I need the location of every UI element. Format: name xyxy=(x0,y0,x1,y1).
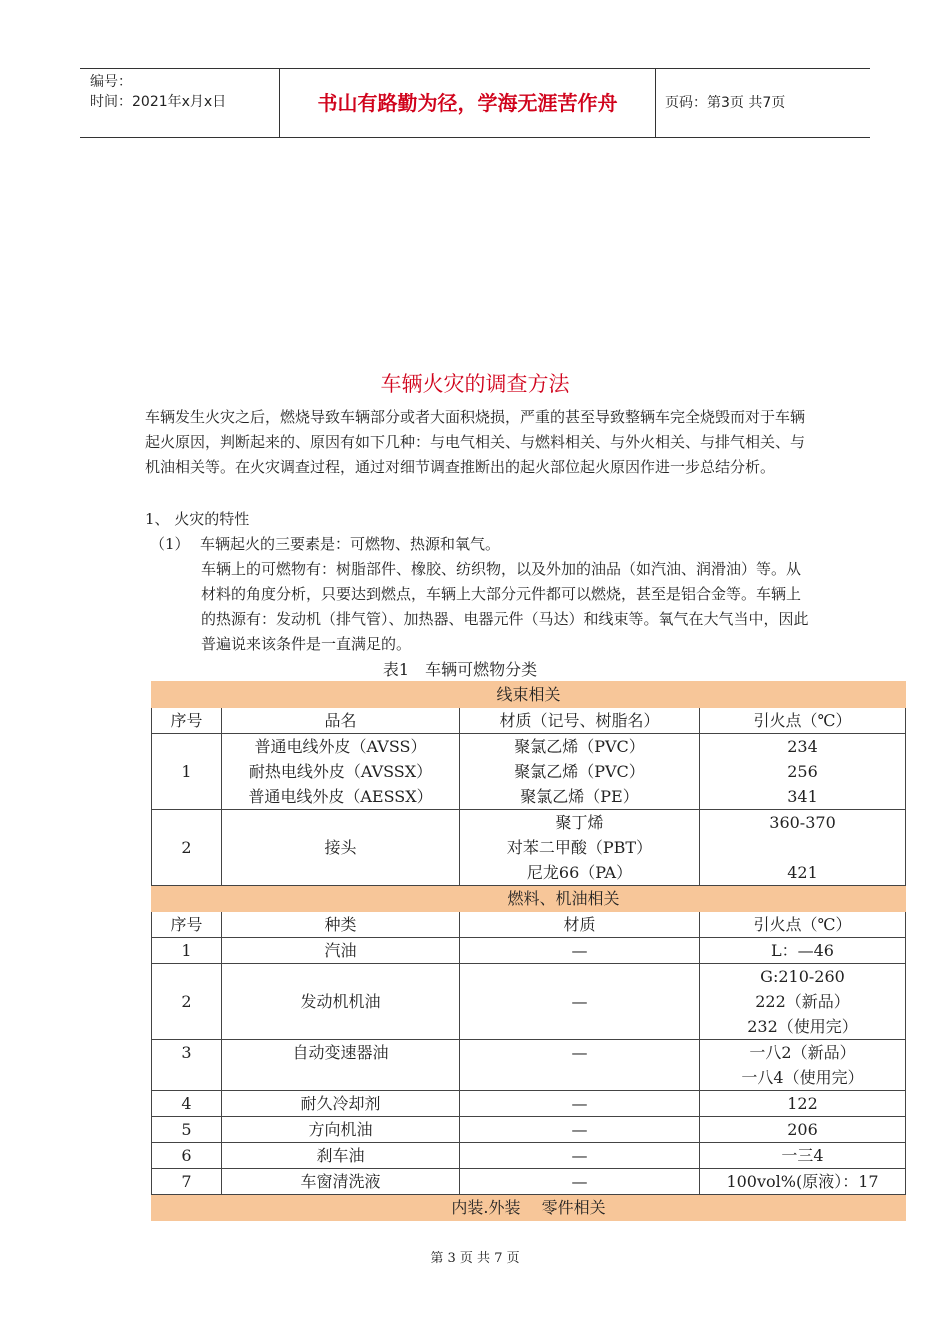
row-no: 2 xyxy=(152,810,222,886)
page-header xyxy=(80,68,870,138)
header-cell: 序号 xyxy=(152,912,222,938)
list-item-text: 车辆起火的三要素是：可燃物、热源和氧气。 xyxy=(200,535,501,553)
ignition-point: 232（使用完） xyxy=(747,1017,858,1036)
band-spacer xyxy=(152,886,222,912)
item-points xyxy=(700,810,906,886)
band-interior-exterior: 内装.外装 零件相关 xyxy=(152,1195,906,1221)
table-row xyxy=(152,1169,906,1195)
header-meta xyxy=(80,69,280,137)
item-points xyxy=(700,734,906,810)
header-cell: 序号 xyxy=(152,708,222,734)
ignition-point: 360-370 xyxy=(769,813,836,832)
header-row xyxy=(152,708,906,734)
band-wiring: 线束相关 xyxy=(152,682,906,708)
ignition-point xyxy=(700,835,905,860)
table-row xyxy=(152,1143,906,1169)
item-material: — xyxy=(460,1143,700,1169)
item-points xyxy=(700,1040,906,1091)
header-cell: 材质（记号、树脂名） xyxy=(460,708,700,734)
document-title: 车辆火灾的调查方法 xyxy=(380,372,570,396)
item-kind: 刹车油 xyxy=(222,1143,460,1169)
ignition-point: 122 xyxy=(700,1091,906,1117)
item-material: 对苯二甲酸（PBT） xyxy=(506,838,653,857)
item-materials xyxy=(460,734,700,810)
item-kind: 耐久冷却剂 xyxy=(222,1091,460,1117)
ignition-point: 100vol%(原液）：17 xyxy=(700,1169,906,1195)
combustibles-table xyxy=(151,681,906,1221)
row-no: 5 xyxy=(152,1117,222,1143)
time-label: 时间：2021年x月x日 xyxy=(90,94,227,110)
row-no: 1 xyxy=(152,734,222,810)
detail-paragraph: 车辆上的可燃物有：树脂部件、橡胶、纺织物，以及外加的油品（如汽油、润滑油）等。从材料的角度分析，只要达到燃点，车辆上大部分元件都可以燃烧，甚至是铝合金等。车辆上的热源有：发动机（排气管）、加热器、电器元件（马达）和线束等。氧气在大气当中，因此普遍说来该条件是一直满足的。 xyxy=(201,560,809,653)
item-material: 聚氯乙烯（PVC） xyxy=(514,737,645,756)
band-row xyxy=(152,682,906,708)
table-caption: 表1 车辆可燃物分类 xyxy=(382,660,538,679)
item-material: — xyxy=(460,1040,700,1091)
row-no: 4 xyxy=(152,1091,222,1117)
list-item xyxy=(150,532,500,557)
item-material: — xyxy=(460,1091,700,1117)
header-cell: 引火点（℃） xyxy=(700,912,906,938)
row-no: 3 xyxy=(152,1040,222,1091)
item-kind: 汽油 xyxy=(222,938,460,964)
item-kind: 自动变速器油 xyxy=(222,1040,460,1091)
table-row xyxy=(152,1040,906,1091)
item-name: 接头 xyxy=(222,810,460,886)
row-no: 1 xyxy=(152,938,222,964)
ignition-point: L：—46 xyxy=(700,938,906,964)
ignition-point: 234 xyxy=(787,737,818,756)
table-row xyxy=(152,964,906,1040)
header-cell: 种类 xyxy=(222,912,460,938)
row-no: 2 xyxy=(152,964,222,1040)
page-footer: 第 3 页 共 7 页 xyxy=(430,1251,520,1266)
table-row xyxy=(152,1091,906,1117)
item-points xyxy=(700,964,906,1040)
header-cell: 引火点（℃） xyxy=(700,708,906,734)
item-kind: 方向机油 xyxy=(222,1117,460,1143)
item-kind: 车窗清洗液 xyxy=(222,1169,460,1195)
header-page-info: 页码：第3页 共7页 xyxy=(665,95,786,111)
table-row xyxy=(152,938,906,964)
item-names xyxy=(222,734,460,810)
header-row xyxy=(152,912,906,938)
band-fuel-oil: 燃料、机油相关 xyxy=(222,886,906,912)
header-cell: 品名 xyxy=(222,708,460,734)
item-name: 耐热电线外皮（AVSSX） xyxy=(248,762,433,781)
ignition-point: 222（新品） xyxy=(755,992,850,1011)
item-name: 普通电线外皮（AVSS） xyxy=(254,737,427,756)
list-item-number: （1） xyxy=(150,535,190,553)
section-heading: 1、 火灾的特性 xyxy=(145,510,250,528)
item-material: — xyxy=(460,938,700,964)
item-kind: 发动机机油 xyxy=(222,964,460,1040)
row-no: 7 xyxy=(152,1169,222,1195)
band-row xyxy=(152,886,906,912)
item-material: 聚丁烯 xyxy=(555,813,604,832)
item-material: 聚氯乙烯（PE） xyxy=(520,787,639,806)
ignition-point: 421 xyxy=(787,863,818,882)
item-materials xyxy=(460,810,700,886)
ignition-point: 341 xyxy=(787,787,818,806)
item-material: — xyxy=(460,1169,700,1195)
table-row xyxy=(152,810,906,886)
item-material: — xyxy=(460,1117,700,1143)
number-label: 编号： xyxy=(90,74,132,90)
header-motto: 书山有路勤为径，学海无涯苦作舟 xyxy=(280,69,656,137)
item-material: 尼龙66（PA） xyxy=(526,863,633,882)
item-material: 聚氯乙烯（PVC） xyxy=(514,762,645,781)
ignition-point: 一八4（使用完） xyxy=(741,1068,864,1087)
ignition-point: G:210-260 xyxy=(760,967,845,986)
header-cell: 材质 xyxy=(460,912,700,938)
band-row xyxy=(152,1195,906,1221)
table-row xyxy=(152,1117,906,1143)
ignition-point: 一三4 xyxy=(700,1143,906,1169)
ignition-point: 一八2（新品） xyxy=(749,1043,856,1062)
table-row xyxy=(152,734,906,810)
intro-paragraph: 车辆发生火灾之后，燃烧导致车辆部分或者大面积烧损，严重的甚至导致整辆车完全烧毁而对于车辆起火原因，判断起来的、原因有如下几种：与电气相关、与燃料相关、与外火相关、与排气相关、与机油相关等。在火灾调查过程，通过对细节调查推断出的起火部位起火原因作进一步总结分析。 xyxy=(145,408,806,476)
row-no: 6 xyxy=(152,1143,222,1169)
ignition-point: 206 xyxy=(700,1117,906,1143)
ignition-point: 256 xyxy=(787,762,818,781)
item-name: 普通电线外皮（AESSX） xyxy=(248,787,433,806)
item-material: — xyxy=(460,964,700,1040)
